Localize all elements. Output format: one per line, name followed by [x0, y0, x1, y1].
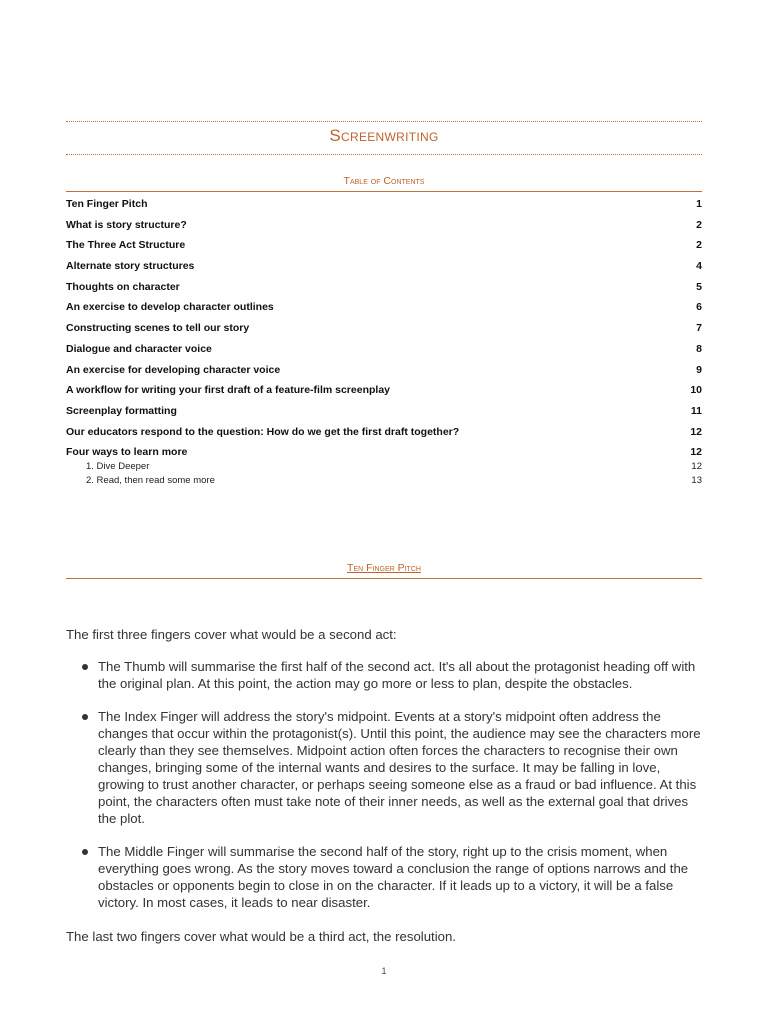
toc-entry-label: Alternate story structures	[66, 260, 195, 273]
toc-entry-page: 8	[696, 342, 702, 355]
toc-entry-page: 6	[696, 301, 702, 314]
toc-entry[interactable]	[66, 405, 702, 426]
toc-entry[interactable]	[66, 384, 702, 405]
bullet-icon	[82, 849, 88, 855]
toc-entry-label: Our educators respond to the question: How do we get the first draft together?	[66, 425, 460, 438]
title-rule-bottom	[66, 154, 702, 155]
list-item	[66, 843, 702, 911]
toc-entry-label: Dialogue and character voice	[66, 342, 212, 355]
toc-entry[interactable]	[66, 446, 702, 461]
toc-entry[interactable]	[66, 260, 702, 281]
outro-paragraph: The last two fingers cover what would be a third act, the resolution.	[66, 929, 456, 944]
toc-entry[interactable]	[66, 301, 702, 322]
list-item-text: The Thumb will summarise the first half of the second act. It's all about the protagonist heading off with the original plan. At this point, the action may go more or less to plan, despite the obstacles.	[98, 659, 696, 691]
bullet-icon	[82, 664, 88, 670]
toc-subentry-label: 2. Read, then read some more	[86, 475, 215, 487]
toc-entry[interactable]	[66, 219, 702, 240]
bullet-icon	[82, 714, 88, 720]
document-title: Screenwriting	[329, 126, 439, 145]
toc-entry[interactable]	[66, 343, 702, 364]
title-rule-top	[66, 121, 702, 122]
toc-entry-page: 2	[696, 239, 702, 252]
list-item-text: The Index Finger will address the story's midpoint. Events at a story's midpoint often address the changes that occur within the protagonist(s). Until this point, the audience may see the characters more clearly than they see themselves. Midpoint action often forces the characters to recognise their own changes, bringing some of the internal wants and desires to the surface. It may be falling in love, growing to trust another character, or perhaps seeing someone else as a fraud or bad influence. At this point, the characters often must take note of their inner needs, as well as the external goal that drives the plot.	[98, 709, 701, 826]
toc-rule	[66, 191, 702, 192]
toc-entry-label: The Three Act Structure	[66, 239, 186, 252]
toc-entry[interactable]	[66, 426, 702, 447]
toc-entry-label: What is story structure?	[66, 218, 187, 231]
toc-subentry-page: 13	[691, 475, 702, 487]
toc-entry-page: 9	[696, 363, 702, 376]
toc-subentry-label: 1. Dive Deeper	[86, 460, 150, 472]
toc-entry-label: Ten Finger Pitch	[66, 198, 148, 210]
toc-entry-page: 12	[690, 425, 702, 438]
toc-heading: Table of Contents	[343, 175, 425, 187]
table-of-contents	[66, 198, 702, 490]
toc-subentry-page: 12	[691, 460, 702, 472]
list-item-text: The Middle Finger will summarise the second half of the story, right up to the crisis moment, when everything goes wrong. As the story moves toward a conclusion the range of options narrows and the obstacles or opponents begin to close in on the character. If it leads up to a victory, it will be a false victory. In most cases, it leads to near disaster.	[98, 844, 689, 910]
toc-entry-label: An exercise for developing character voice	[66, 363, 281, 376]
toc-entry-label: Thoughts on character	[66, 280, 180, 293]
body-outro	[66, 928, 702, 945]
list-item	[66, 658, 702, 692]
toc-entry-page: 5	[696, 280, 702, 293]
section-rule	[66, 578, 702, 579]
toc-entry-label: Four ways to learn more	[66, 446, 188, 459]
toc-entry-label: Constructing scenes to tell our story	[66, 322, 250, 335]
toc-entry-page: 4	[696, 260, 702, 273]
toc-entry[interactable]	[66, 198, 702, 219]
section-heading-link[interactable]: Ten Finger Pitch	[347, 562, 421, 574]
list-item	[66, 708, 702, 827]
body-intro	[66, 626, 702, 643]
toc-entry-page: 11	[690, 404, 702, 417]
toc-entry-label: A workflow for writing your first draft of a feature-film screenplay	[66, 384, 390, 397]
toc-entry-page: 1	[696, 198, 702, 210]
toc-subentry[interactable]	[66, 475, 702, 490]
intro-paragraph: The first three fingers cover what would be a second act:	[66, 627, 397, 642]
toc-entry-label: Screenplay formatting	[66, 404, 177, 417]
toc-entry[interactable]	[66, 281, 702, 302]
toc-subentry[interactable]	[66, 461, 702, 476]
toc-entry-page: 10	[690, 384, 702, 397]
toc-entry[interactable]	[66, 364, 702, 385]
toc-entry-label: An exercise to develop character outlines	[66, 301, 274, 314]
toc-entry[interactable]	[66, 239, 702, 260]
toc-entry-page: 7	[696, 322, 702, 335]
page-number: 1	[381, 966, 387, 976]
bullet-list	[66, 658, 702, 927]
toc-entry-page: 2	[696, 218, 702, 231]
toc-entry-page: 12	[690, 446, 702, 459]
toc-entry[interactable]	[66, 322, 702, 343]
